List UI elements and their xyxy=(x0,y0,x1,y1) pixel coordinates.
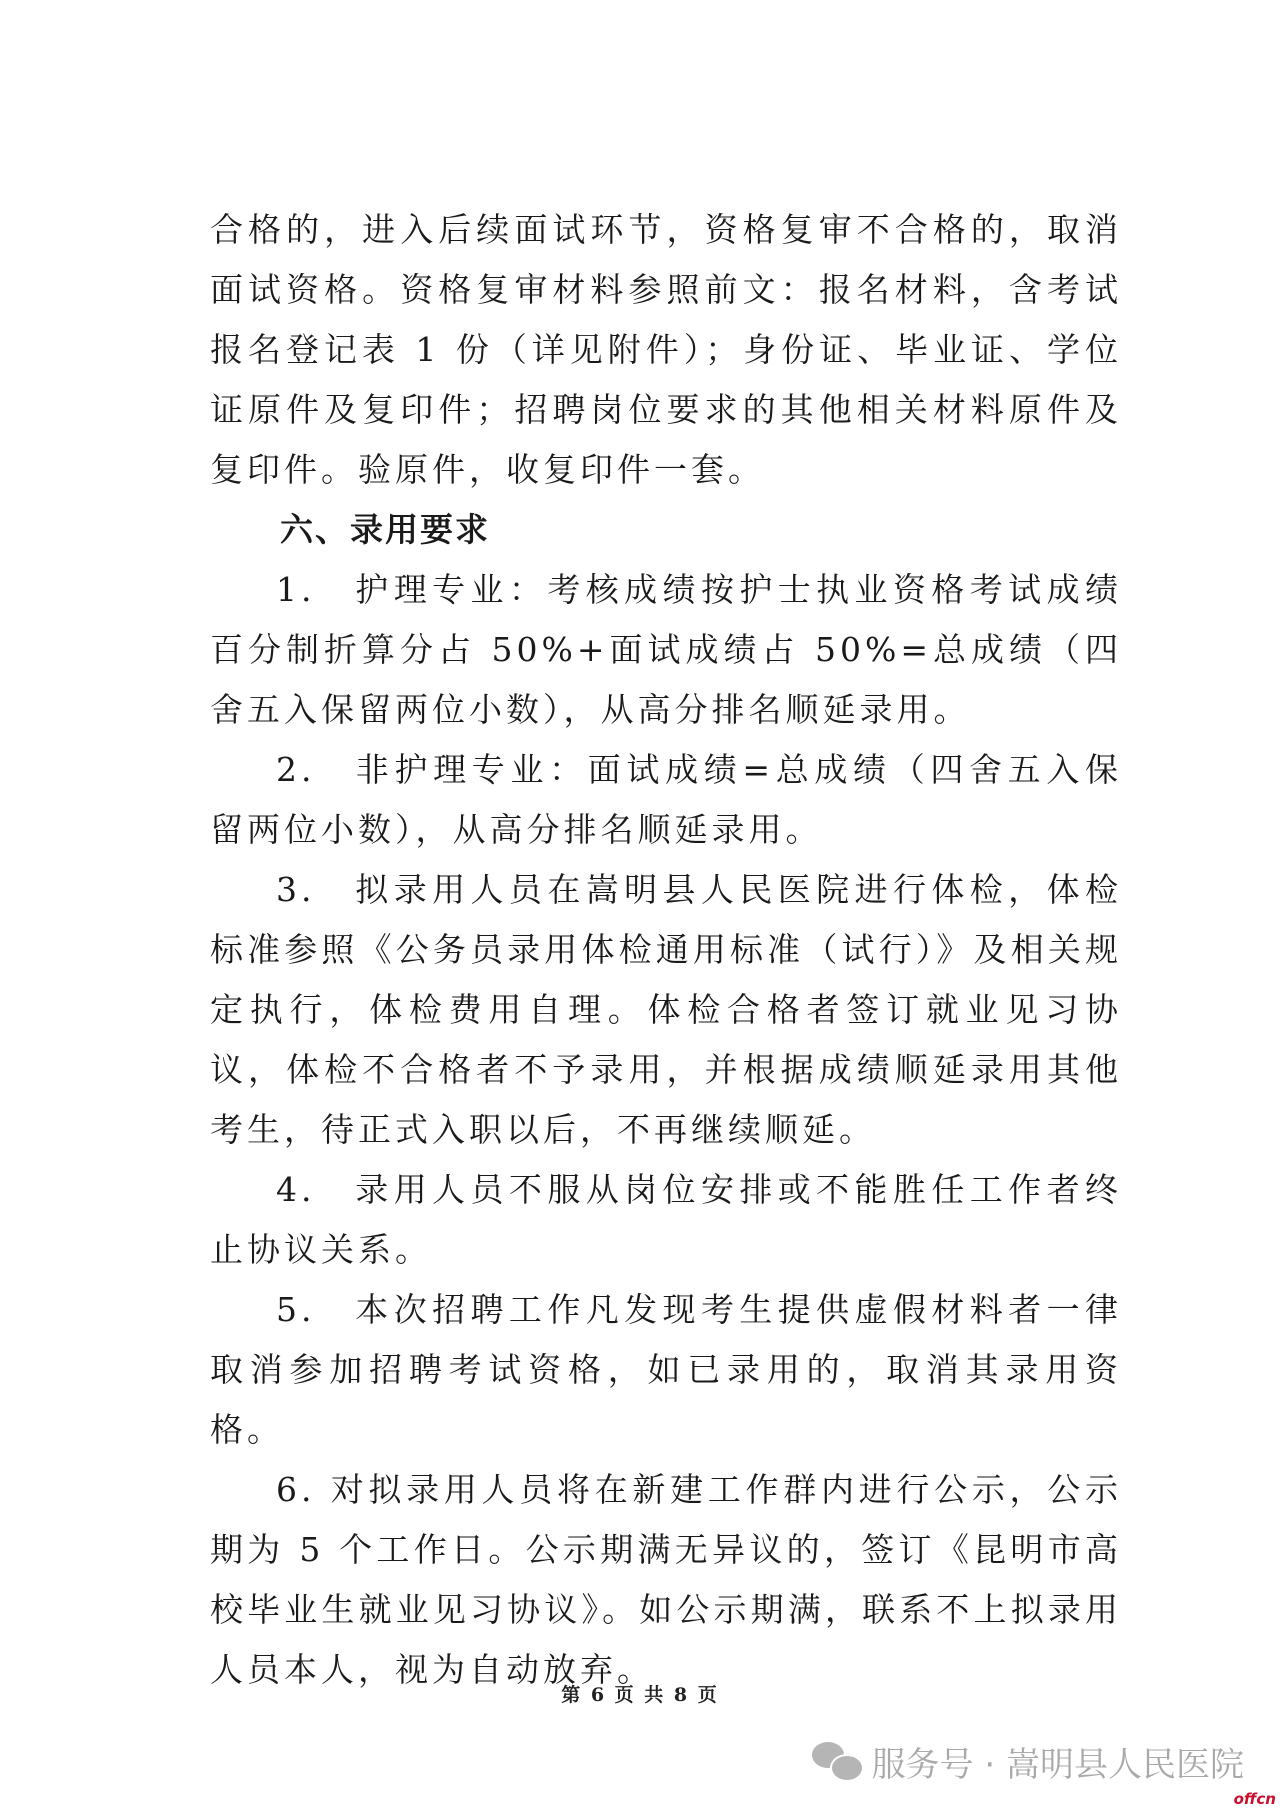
requirement-item-3: 3. 拟录用人员在嵩明县人民医院进行体检，体检标准参照《公务员录用体检通用标准（试行）》及相关规定执行，体检费用自理。体检合格者签订就业见习协议，体检不合格者不予录用，并根据成绩顺延录用其他考生，待正式入职以后，不再继续顺延。 xyxy=(210,870,1122,1149)
offcn-logo: offcn xyxy=(1233,1790,1276,1808)
wechat-icon xyxy=(812,1740,864,1784)
section-heading-employment-requirements: 六、录用要求 xyxy=(280,510,490,549)
requirement-item-4: 4. 录用人员不服从岗位安排或不能胜任工作者终止协议关系。 xyxy=(210,1170,1122,1269)
watermark-text: 服务号 · 嵩明县人民医院 xyxy=(871,1745,1244,1785)
requirement-item-2: 2. 非护理专业：面试成绩=总成绩（四舍五入保留两位小数），从高分排名顺延录用。 xyxy=(210,750,1122,849)
page-number: 第 6 页 共 8 页 xyxy=(561,1684,719,1706)
paragraph-qualification-review: 合格的，进入后续面试环节，资格复审不合格的，取消面试资格。资格复审材料参照前文：报名材料，含考试报名登记表 1 份（详见附件）；身份证、毕业证、学位证原件及复印件；招聘岗位要求的其他相关材料原件及复印件。验原件，收复印件一套。 xyxy=(210,210,1122,489)
document-body xyxy=(210,200,1122,1700)
requirement-item-5: 5. 本次招聘工作凡发现考生提供虚假材料者一律取消参加招聘考试资格，如已录用的，取消其录用资格。 xyxy=(210,1290,1122,1449)
requirement-item-1: 1. 护理专业：考核成绩按护士执业资格考试成绩百分制折算分占 50%+面试成绩占 50%=总成绩（四舍五入保留两位小数），从高分排名顺延录用。 xyxy=(210,570,1122,729)
requirement-item-6: 6. 对拟录用人员将在新建工作群内进行公示，公示期为 5 个工作日。公示期满无异议的，签订《昆明市高校毕业生就业见习协议》。如公示期满，联系不上拟录用人员本人，视为自动放弃。 xyxy=(210,1470,1122,1689)
wechat-watermark xyxy=(812,1737,1244,1786)
